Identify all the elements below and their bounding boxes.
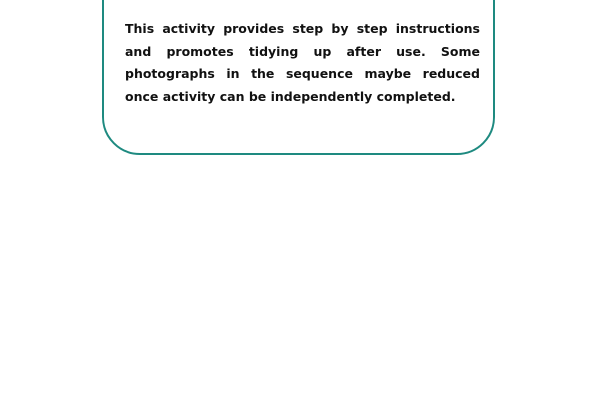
activity-description: This activity provides step by step instructions and promotes tidying up after use. Some photographs in the sequence maybe reduced once activity can be independently completed.	[125, 21, 480, 104]
info-card	[102, 0, 495, 155]
